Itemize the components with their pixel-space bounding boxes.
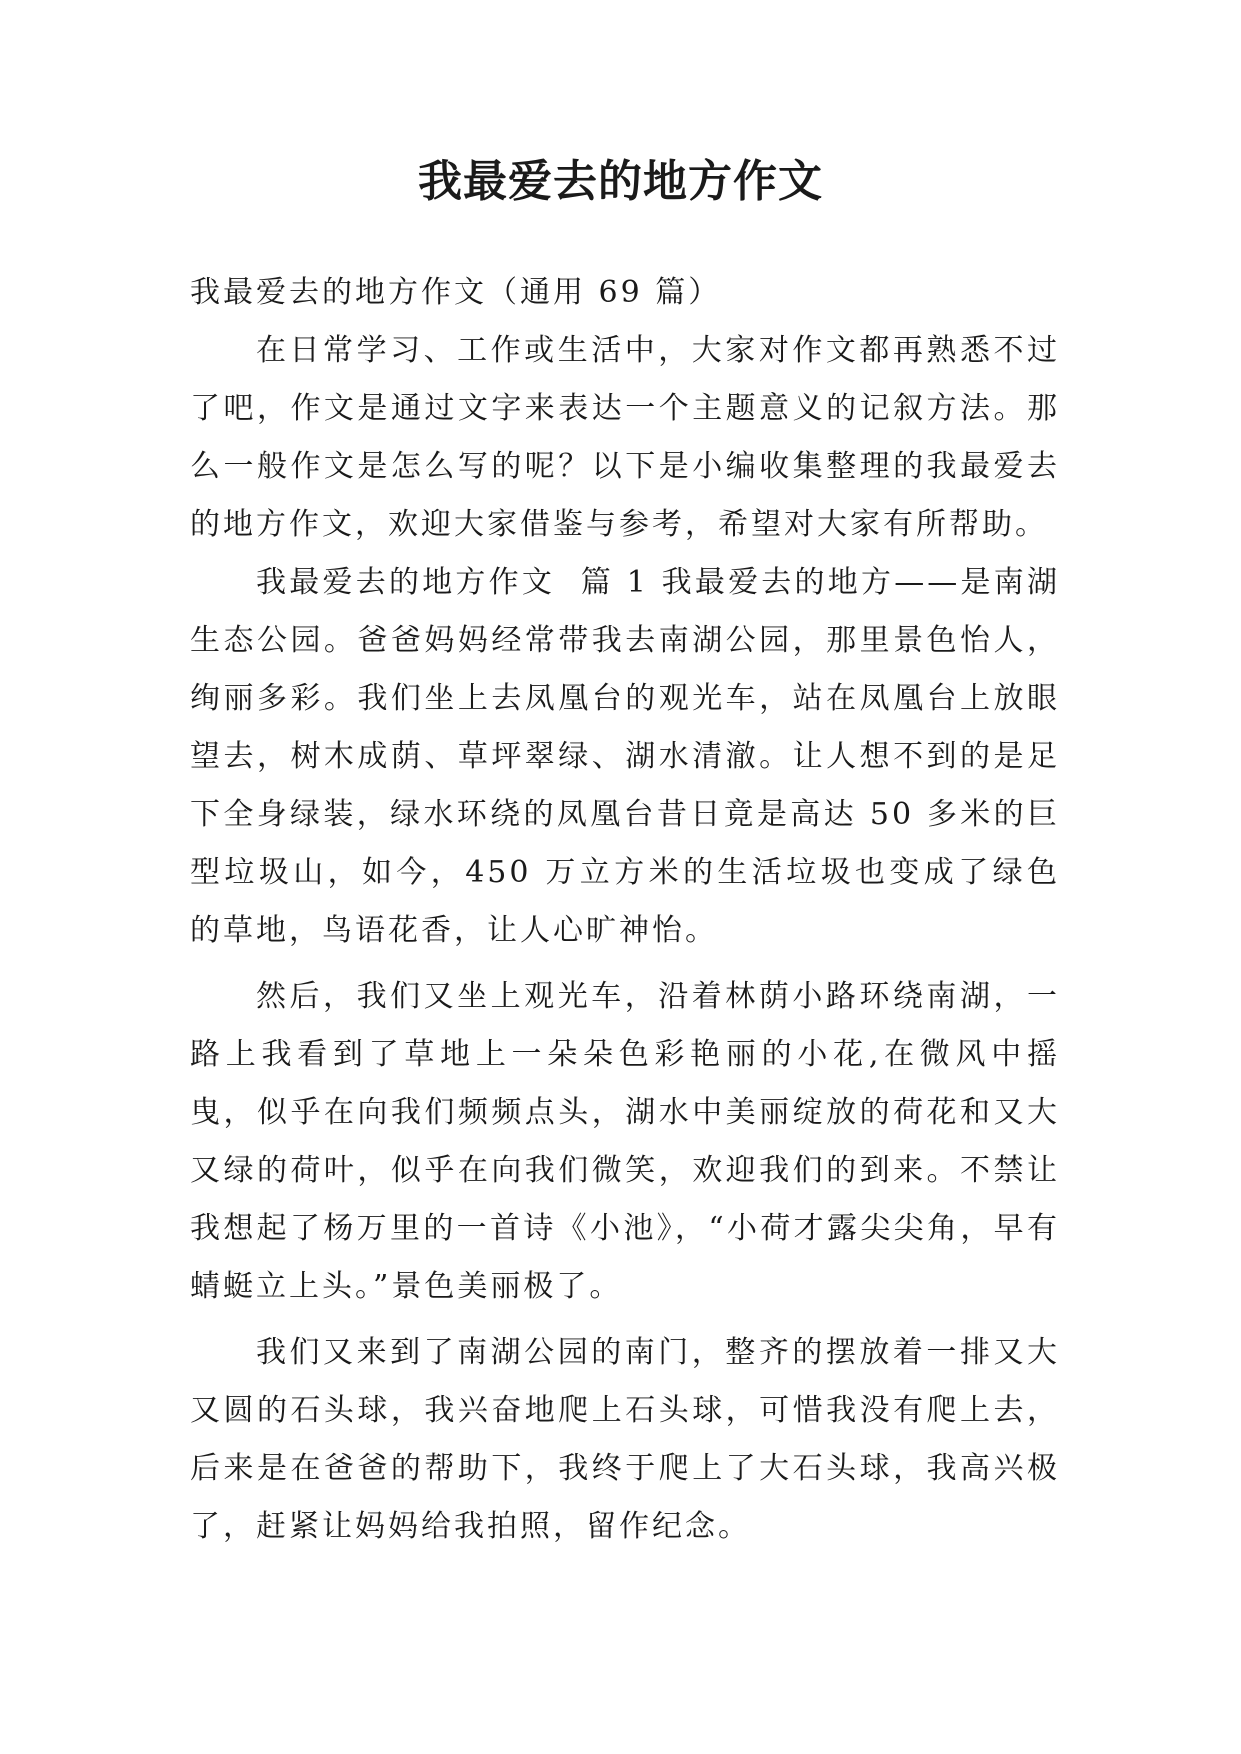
paragraph-3: 我们又来到了南湖公园的南门，整齐的摆放着一排又大又圆的石头球，我兴奋地爬上石头球，可惜我没有爬上去，后来是在爸爸的帮助下，我终于爬上了大石头球，我高兴极了，赶紧让妈妈给我拍照，留作纪念。 [190,1335,1060,1544]
intro-paragraph: 在日常学习、工作或生活中，大家对作文都再熟悉不过了吧，作文是通过文字来表达一个主题意义的记叙方法。那么一般作文是怎么写的呢？以下是小编收集整理的我最爱去的地方作文，欢迎大家借鉴与参考，希望对大家有所帮助。 [190,333,1060,542]
section-heading: 我最爱去的地方作文 篇 1 [256,565,649,600]
document-body [190,264,1060,1556]
paragraph-2: 然后，我们又坐上观光车，沿着林荫小路环绕南湖，一路上我看到了草地上一朵朵色彩艳丽的小花,在微风中摇曳，似乎在向我们频频点头，湖水中美丽绽放的荷花和又大又绿的荷叶，似乎在向我们微笑，欢迎我们的到来。不禁让我想起了杨万里的一首诗《小池》，“小荷才露尖尖角，早有蜻蜓立上头。”景色美丽极了。 [190,979,1060,1304]
section-paragraph-1 [190,554,1060,960]
section-spacer [649,565,662,600]
paragraph-1-text: 我最爱去的地方——是南湖生态公园。爸爸妈妈经常带我去南湖公园，那里景色怡人，绚丽多彩。我们坐上去凤凰台的观光车，站在凤凰台上放眼望去，树木成荫、草坪翠绿、湖水清澈。让人想不到的是足下全身绿装，绿水环绕的凤凰台昔日竟是高达 50 多米的巨型垃圾山，如今，450 万立方米的生活垃圾也变成了绿色的草地，鸟语花香，让人心旷神怡。 [190,565,1060,948]
document-subtitle: 我最爱去的地方作文（通用 69 篇） [190,275,722,310]
page-title: 我最爱去的地方作文 [418,156,823,207]
